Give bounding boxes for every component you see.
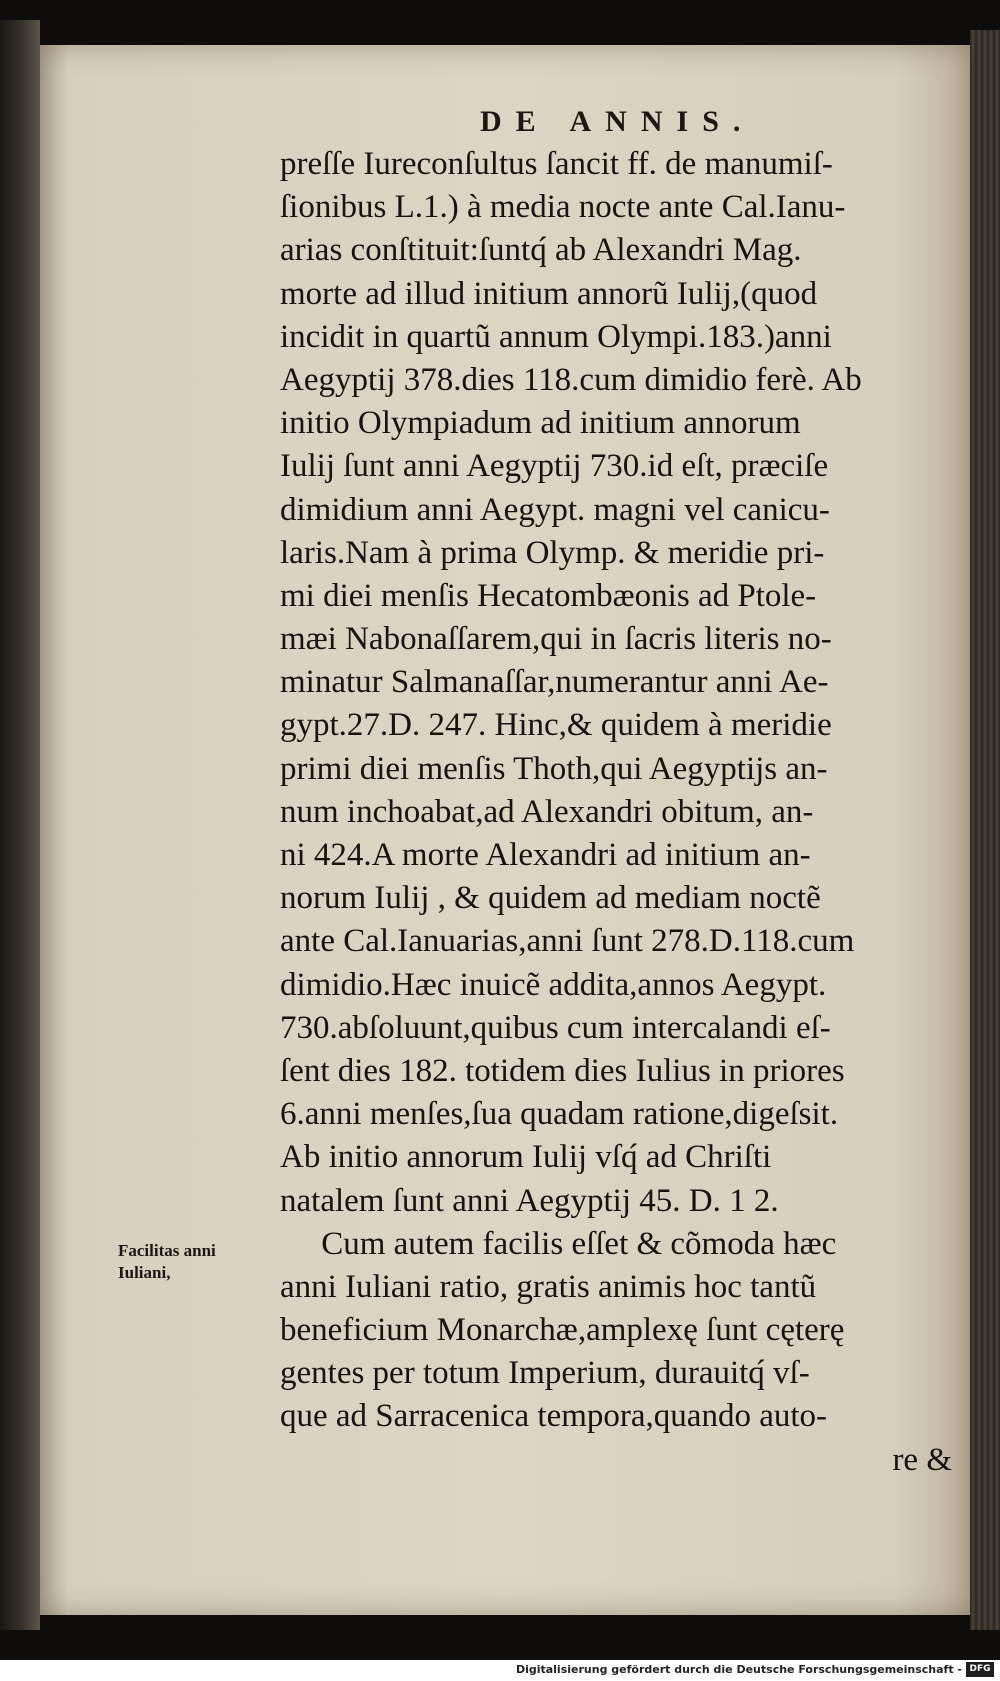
text-line: preſſe Iureconſultus ſancit ff. de manumiſ- [280,146,833,182]
text-line: ſionibus L.1.) à media nocte ante Cal.Ianu- [280,189,846,226]
text-line: incidit in quartũ annum Olympi.183.)anni [280,318,832,355]
text-line: gentes per totum Imperium, durauitq́ vſ- [280,1355,810,1392]
digitization-footer [0,1660,1000,1681]
text-line: initio Olympiadum ad initium annorum [280,405,801,442]
text-line: que ad Sarracenica tempora,quando auto- [280,1398,827,1435]
text-line: laris.Nam à prima Olymp. & meridie pri- [280,534,825,571]
dfg-logo: DFG [966,1662,994,1677]
text-line: norum Iulij , & quidem ad mediam noctẽ [280,880,821,917]
text-line: beneficium Monarchæ,amplexę ſunt cęterę [280,1312,845,1349]
catchword: re & [892,1441,952,1478]
text-line: dimidio.Hæc inuicẽ addita,annos Aegypt. [280,966,827,1003]
text-line: 730.abſoluunt,quibus cum intercalandi eſ- [280,1009,831,1046]
text-line: ſent dies 182. totidem dies Iulius in priores [280,1052,845,1089]
text-line: natalem ſunt anni Aegyptij 45. D. 1 2. [280,1182,779,1219]
book-edge-left [0,20,40,1630]
text-line: primi diei menſis Thoth,qui Aegyptijs an- [280,750,828,787]
text-line: 6.anni menſes,ſua quadam ratione,digeſsit. [280,1096,839,1133]
text-line: anni Iuliani ratio, gratis animis hoc tantũ [280,1268,817,1305]
marginal-note-line: Facilitas anni [118,1241,216,1260]
footer-credit: Digitalisierung gefördert durch die Deutsche Forschungsgemeinschaft - [515,1663,962,1676]
text-line: mi diei menſis Hecatombæonis ad Ptole- [280,577,817,614]
body-text [280,143,952,1482]
marginal-note [118,1240,216,1284]
marginal-note-line: Iuliani, [118,1263,171,1282]
text-line: arias conſtituit:ſuntq́ ab Alexandri Mag. [280,232,802,269]
text-line: ante Cal.Ianuarias,anni ſunt 278.D.118.cum [280,923,855,960]
text-line: dimidium anni Aegypt. magni vel canicu- [280,491,830,528]
book-edge-right [970,30,1000,1630]
text-line: morte ad illud initium annorũ Iulij,(quod [280,275,818,312]
text-line: Cum autem facilis eſſet & cõmoda hæc [280,1225,837,1262]
text-line: gypt.27.D. 247. Hinc,& quidem à meridie [280,707,832,744]
text-line: Ab initio annorum Iulij vſq́ ad Chriſti [280,1139,772,1176]
text-line: mæi Nabonaſſarem,qui in ſacris literis no- [280,621,832,658]
text-line: num inchoabat,ad Alexandri obitum, an- [280,793,814,830]
text-line: Aegyptij 378.dies 118.cum dimidio ferè. Ab [280,361,862,398]
text-line: minatur Salmanaſſar,numerantur anni Ae- [280,664,829,701]
book-page [40,45,970,1615]
running-head: DE ANNIS. [480,105,755,138]
text-line: Iulij ſunt anni Aegyptij 730.id eſt, præciſe [280,448,829,485]
text-line: ni 424.A morte Alexandri ad initium an- [280,837,811,873]
